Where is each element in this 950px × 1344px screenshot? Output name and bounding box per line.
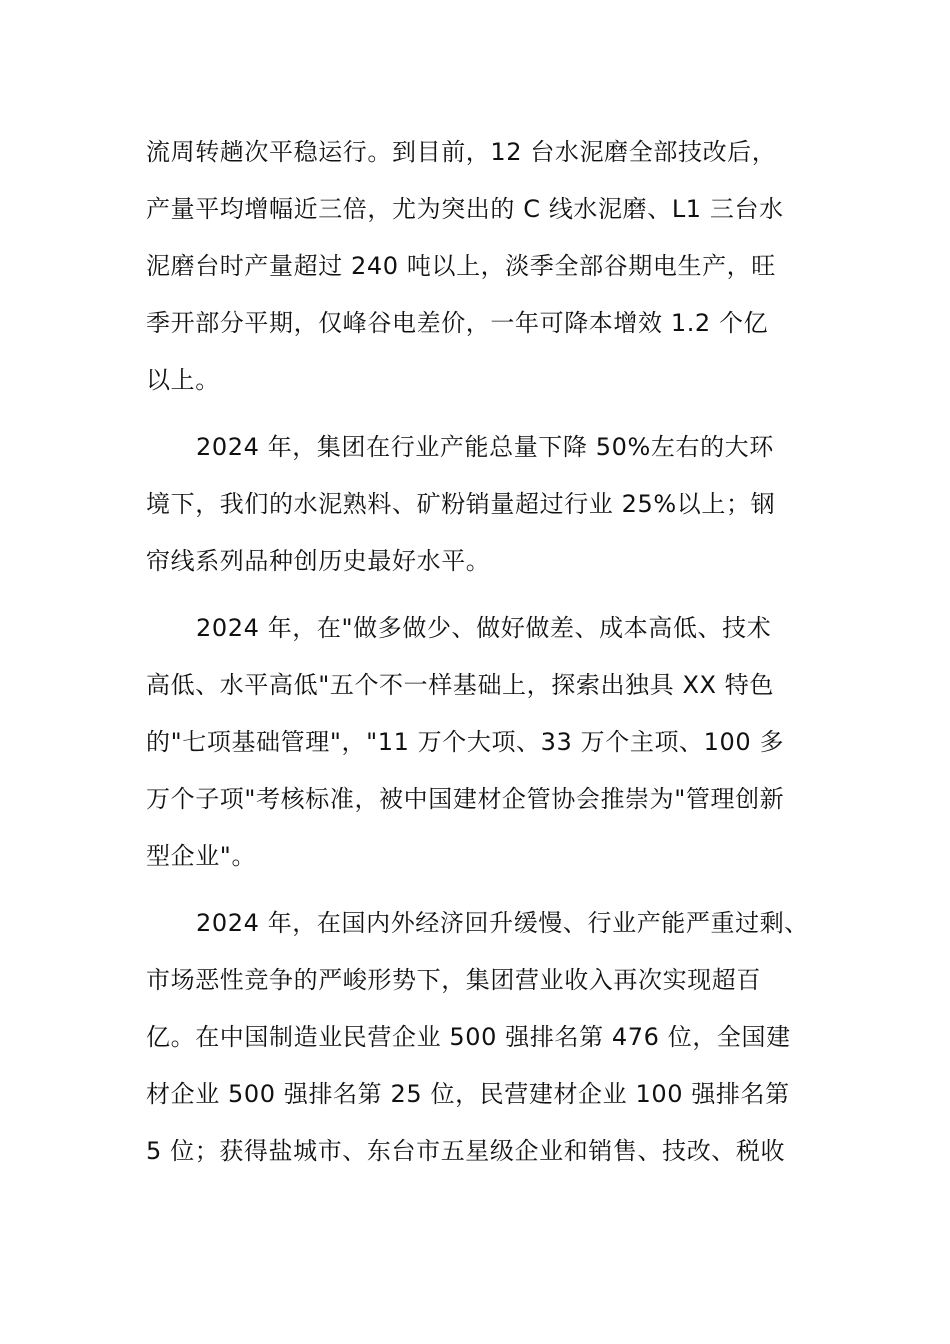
paragraph-1-line-4: 季开部分平期，仅峰谷电差价，一年可降本增效 1.2 个亿 [146,309,769,337]
paragraph-3-line-1: 2024 年，在"做多做少、做好做差、成本高低、技术 [196,614,772,642]
paragraph-4-line-4: 材企业 500 强排名第 25 位，民营建材企业 100 强排名第 [146,1080,790,1108]
paragraph-4-line-1: 2024 年，在国内外经济回升缓慢、行业产能严重过剩、 [196,909,809,937]
paragraph-1-line-2: 产量平均增幅近三倍，尤为突出的 C 线水泥磨、L1 三台水 [146,195,784,223]
paragraph-3-line-3: 的"七项基础管理"，"11 万个大项、33 万个主项、100 多 [146,728,785,756]
paragraph-4-line-5: 5 位；获得盐城市、东台市五星级企业和销售、技改、税收 [146,1137,786,1165]
paragraph-3-line-4: 万个子项"考核标准，被中国建材企管协会推崇为"管理创新 [146,785,785,813]
paragraph-1-line-5: 以上。 [146,366,220,394]
paragraph-4-line-3: 亿。在中国制造业民营企业 500 强排名第 476 位，全国建 [146,1023,791,1051]
paragraph-2-line-1: 2024 年，集团在行业产能总量下降 50%左右的大环 [196,433,774,461]
paragraph-1-line-3: 泥磨台时产量超过 240 吨以上，淡季全部谷期电生产，旺 [146,252,776,280]
paragraph-2-line-2: 境下，我们的水泥熟料、矿粉销量超过行业 25%以上；钢 [146,490,776,518]
paragraph-1-line-1: 流周转趟次平稳运行。到目前，12 台水泥磨全部技改后， [146,138,777,166]
paragraph-4-line-2: 市场恶性竞争的严峻形势下，集团营业收入再次实现超百 [146,966,761,994]
paragraph-3-line-5: 型企业"。 [146,842,257,870]
paragraph-2-line-3: 帘线系列品种创历史最好水平。 [146,547,491,575]
paragraph-3-line-2: 高低、水平高低"五个不一样基础上，探索出独具 XX 特色 [146,671,774,699]
